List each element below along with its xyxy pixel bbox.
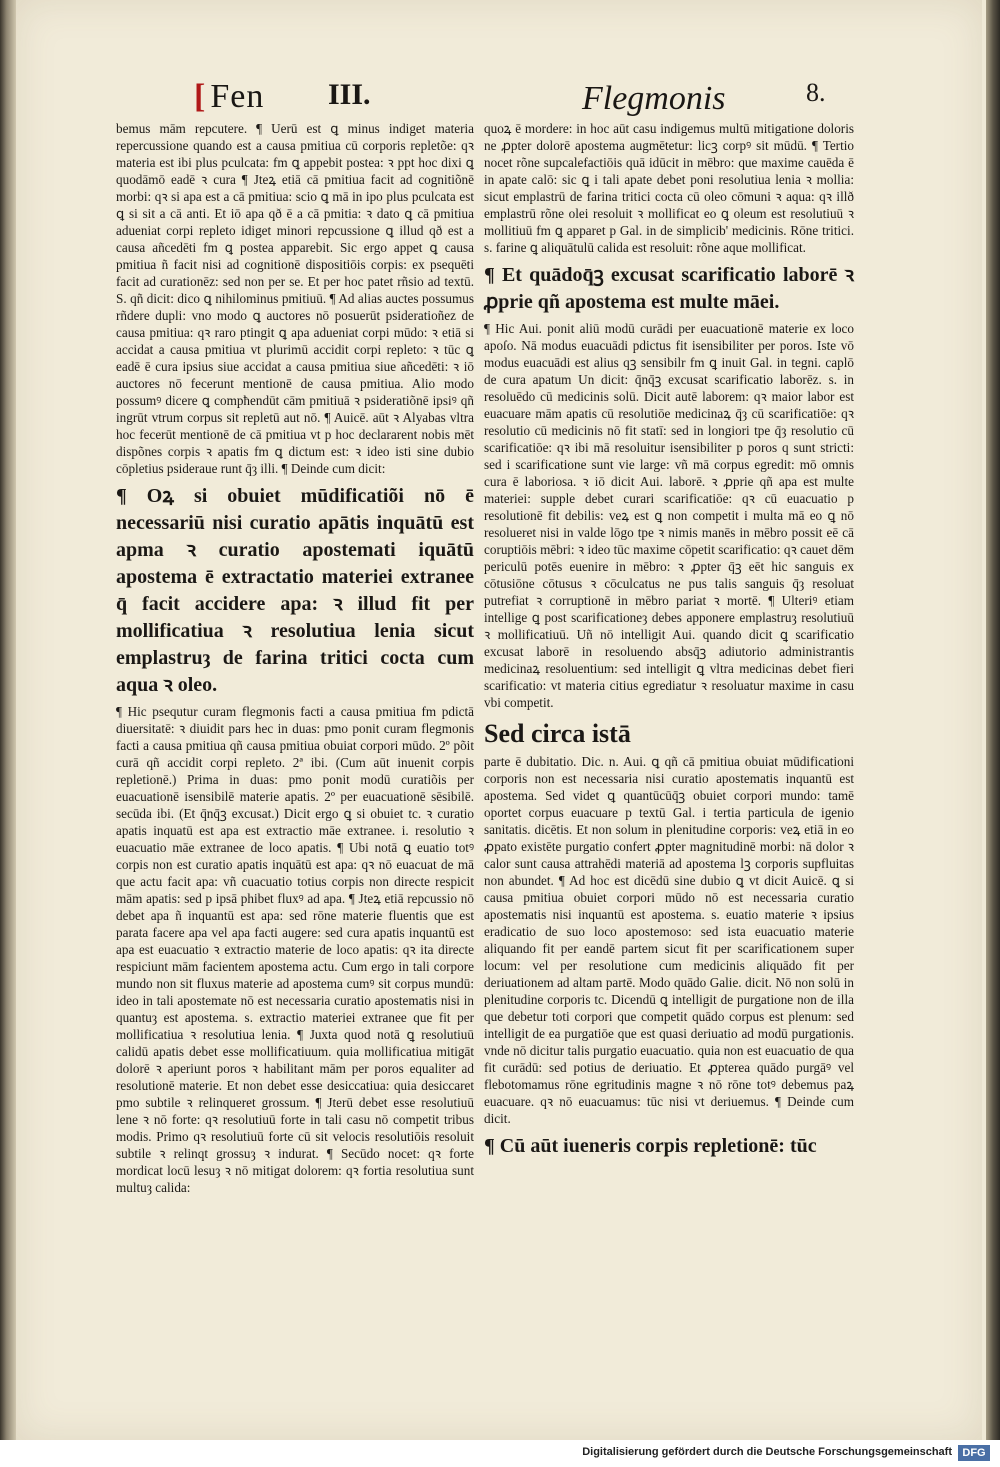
book-binding-right — [986, 0, 1000, 1440]
book-binding-left — [0, 0, 16, 1440]
footer-bar — [0, 1440, 1000, 1467]
left-paragraph-1: bemus mām repcutere. ¶ Uerū est ꝗ minus indiget materia repercussione quando est a causa pmitiua cū corporis repletõe: qꝛ materia est ibi plus pculcata: fm ꝗ appebit postea: ꝛ ppt hoc dixi ꝗ quodāmō eadē ꝛ cura ¶ Jteꝝ etiā cā pmitiua facit ad cognitiõnē morbi: qꝛ si apa est a cā pmitiua: scio ꝗ mā in ipo plus pculcata est ꝗ si sit a cā anti. Et iō apa qð ē a cā pmitia: ꝛ dato ꝗ cā pmitiua adueniat corpi repleto idiget minori repcussione ꝗ illud qð est a causa añcedēti fm ꝗ postea apparebit. Sic ergo appet ꝗ causa pmitiua ñ facit nisi ad cognitionē dispositiōis corpis: ex psequēti facit ad curationēz: sed non per se. Et per hoc patet rñsio ad textū. S. qñ dicit: dico ꝗ nihilominus pmitiuū. ¶ Ad alias auctes possumus rñdere dupli: vno modo ꝗ auctores nō posuerūt psideratioñez de causa pmitiua: qꝛ raro ptingit ꝗ apa adueniat corpi mūdo: ꝛ etiā si accidat a causa pmitiua vt plurimū accidit corpi repleto: ꝛ tūc ꝗ eadē ē cura ipsius siue accidat a causa pmitiua siue añcedēti: ꝛ iō auctores nō fecerunt mentionē de causa pmitiua. Alio modo possumꝰ dicere ꝗ compħendūt cām pmitiuā ꝛ psideratiõnē ipsiꝰ qñ ingrūt vtrum corpus sit repletū aut nō. ¶ Auicē. aūt ꝛ Alyabas vltra hoc fecerūt mentionē de cā pmitiua vt p hoc declararent nobis mēt dispõnes corpis ꝛ apatis fm ꝗ dictum est: ꝛ ideo isti sine dubio cōpletius psideraue runt q̄ȝ illi. ¶ Deinde cum dicit: — [116, 121, 474, 476]
right-paragraph-1: quoꝝ ē mordere: in hoc aūt casu indigemus multū mitigatione doloris ne ꝓpter dolorē apostema augmētetur: licꝫ corpꝰ sit mūdū. ¶ Tertio nocet rõne supcalefactiōis quā idūcit in mēbro: que maxime cauēda ē in apate calō: sic ꝗ i tali apate debet poni resolutiua lenia ꝛ mollia: sicut emplastrū de farina tritici cocta cū oleo cōmuni ꝛ aqua: qꝛ illð emplastrū rõne olei resoluit ꝛ mollificat eo ꝗ oleum est resolutiuū ꝛ mollitiuū fm ꝗ apparet p Gal. in de simplicib' medicinis. Rōne tritici. s. farine ꝗ aliquātulū calida est resoluit: rõne aque mollificat. — [484, 121, 854, 255]
running-title-left — [194, 78, 264, 116]
running-title-left-text: Fen — [210, 78, 265, 115]
running-header — [16, 70, 982, 120]
running-title-right: Flegmonis — [582, 80, 726, 117]
folio-number: 8. — [806, 78, 826, 107]
right-paragraph-3: parte ē dubitatio. Dic. n. Aui. ꝗ qñ cā pmitiua obuiat mūdificationi corporis non est necessaria nisi curatio apostematis inquantū est apostema. Sed videt ꝗ quantūcūq̄ꝫ obuiet corpori mundo: tamē oportet corpus euacuare p textū Gal. i tertia particula de igenio sanitatis. dicētis. Et non solum in plenitudine corporis: veꝝ etiā in eo ꝓpato existēte purgatio confert ꝓpter magnitudinē morbi: nā dolor ꝛ calor sunt causa attrahēdi materiā ad apostema lꝫ corporis supfluitas non abundet. ¶ Ad hoc est dicēdū sine dubio ꝗ vt dicit Auicē. ꝗ si causa pmitiua obuiet corpori mūdo nō est necessaria curatio apostematis nisi inquantū est apostema. s. euatio materie ꝛ ipsius eradicatio de suo loco apostemoso: sed ista euacuatio materie aliquando fit per eandē partem sicut fit per scarificationem super locum: vel per resolutione cum medicinis aliquādo fit per deriuationem ad altam partē. Modo quādo Galie. dicit. Nō non solū in plenitudine corporis tc. Dicendū ꝗ intelligit de purgatione non de illa que debetur toti corpori que competit quādo corpus est plenum: sed intelligit de ea purgatiōe que est quasi deriuatio ad modū purgationis. vnde nō dicitur talis purgatio euacuatio. quia non est euacuatio de qua fit curādū: sed potius de deriuatio. Et ꝓpterea quādo purgāꝰ vel flebotomamus rōne egritudinis magne ꝛ nō rōne totꝰ debemus paꝝ euacuare. qꝛ nō euacuamus: tūc nisi vt deriuemus. ¶ Deinde cum dicit. — [484, 754, 854, 1126]
funding-credit: Digitalisierung gefördert durch die Deutsche Forschungsgemeinschaft — [582, 1446, 952, 1458]
left-paragraph-2: ¶ Hic psequtur curam flegmonis facti a causa pmitiua fm pdictā diuersitatē: ꝛ diuidit pars hec in duas: pmo ponit curam flegmonis facti a causa pmitiua qñ causa pmitiua obuiat corpori mūdo. 2º põit curā qñ accidit corpi repleto. 2ª ibi. (Cum aūt inuenit corpis repletionē.) Prima in duas: pmo ponit modū curatiõis per euacuationē isensibilē materie apatis. 2º per euacuationē sēsibilē. secūda ibi. (Et q̄nq̄ꝫ excusat.) Dicit ergo ꝗ si obuiet tc. ꝛ curatio apatis inquatū est apa est extractio māe extranee. i. resolutio ꝛ euacuatio māe extranee de loco apatis. ¶ Ubi notā ꝗ euatio totꝰ corpis non est curatio apatis inquātū est apa: qꝛ nō euacuat de mā que actu facit apa: vñ cuacuatio totius corpis non directe respicit mām apatis: sed p ipsā phibet fluxꝰ ad apa. ¶ Jteꝝ etiā repcussio nō debet apa ñ inquantū est apa: sed rōne materie fluentis que est parata facere apa vel apa facti augere: sed cura apatis inquantū est apa est euacuatio ꝛ extractio materie de loco apatis: qꝛ ita directe respiciunt mām facientem apostema actu. Cum ergo in tali corpore mundo non sit fluxus materie ad apostema cumꝰ sit corpus mundū: ideo in tali apostemate nō est necessaria curatio apostematis nisi in quantuȝ est apostema. s. extractio materiei extranee que fit per mollificatiua ꝛ resolutiua lenia. ¶ Juxta quod notā ꝗ resolutiuū calidū apatis debet esse mollificatiuum. quia mollificatiua mitigāt dolorē ꝛ aperiunt poros ꝛ habilitant mām per poros equaliter ad resolutionē materie. Et non debet esse desiccatiua: quia desiccaret pmo subtile ꝛ relinqueret grossum. ¶ Jterū debet esse resolutiuū lene ꝛ nō forte: qꝛ resolutiuū forte in tali casu nō competit tribus modis. Primo qꝛ resolutiuū forte cū sit velocis resolutiōis resoluit subtile ꝛ relinqt grossuȝ ꝛ indurat. ¶ Secūdo nocet: qꝛ forte mordicat locū lesuȝ ꝛ nō mitigat dolorem: qꝛ fortia resolutiua sunt multuȝ calida: — [116, 704, 474, 1195]
right-closing-lemma: ¶ Cū aūt iueneris corpis repletionē: tūc — [484, 1135, 817, 1157]
left-lemma-heading: ¶ Oꝝ si obuiet mūdificatiõi nō ē necessariū nisi curatio apātis inquātū est apma ꝛ curatio apostemati iquātū apostema ē extractatio materiei extranee q̄ facit accidere apa: ꝛ illud fit per mollificatiua ꝛ resolutiua lenia sicut emplastruȝ de farina tritici cocta cum aqua ꝛ oleo. — [116, 485, 474, 696]
dfg-logo: DFG — [958, 1445, 990, 1461]
right-section-heading: Sed circa istā — [484, 719, 631, 748]
rubric-mark: [ — [194, 78, 207, 115]
folio-page — [16, 0, 982, 1440]
left-column — [116, 120, 474, 1196]
fen-number: III. — [328, 78, 371, 111]
right-column — [484, 120, 854, 1164]
right-paragraph-2: ¶ Hic Aui. ponit aliū modū curādi per euacuationē materie ex loco apoſo. Nā modus euacuādi pdictus fit isensibiliter per poros. Iste vō modus euacuādi est alius qꝫ sensibilr fm ꝗ inuit Gal. in tegni. caplō de cura apatum Un dicit: q̄nq̄ꝫ excusat scarificatio laborēz. s. in resoluēdo cū medicinis solū. Dicit autē laborem: qꝛ maior labor est euacuare mām apatis cū resolutiōe medicinaꝝ q̄ȝ cū scarificatiōe: qꝛ resolutio cū medicinis nō fit statī: sed in longiori tpe q̄ȝ resolutio cū scarificatiōe: qꝛ ibi mā resoluitur isensibiliter p poros q sunt stricti: sed i scarificatione sunt vie large: vñ mā corpus egredit: mō omnis cura ē laboriosa. ꝛ iō dicit Aui. laborē. ꝛ ꝓprie qñ apa est multe materiei: supple debet curari scarificatiōe: qꝛ cū euacuatio p resolutionē fit debilis: veꝝ est ꝗ non competit i multa mā eo ꝗ nō resolueret nisi in valde lōgo tpe ꝛ nimis manēs in mēbro possit eē cā coruptiōis mēbri: ꝛ ideo tūc maxime cōpetit scarificatio: qꝛ cauet dēm periculū potēs euenire in mēbro: ꝛ ꝓpter q̄ꝫ eēt hic sanguis ex cōtusiōne cōtusus ꝛ cōculcatus ne pus talis sanguis q̄ȝ resoluat putrefiat ꝛ corruptionē in mēbro pariat ꝛ mortē. ¶ Ulteriꝰ etiam intellige ꝗ post scarificationeȝ debes apponere emplastruȝ resolutiuū ꝛ mollificatiuū. Uñ nō intelligit Aui. quando dicit ꝗ scarificatio excusat laborē in resoluendo absq̄ꝫ adiutorio administrantis medicinaꝝ resoluentium: sed intelligit ꝗ vltra medicinas debet fieri scarificatio: vt materia citius egrediatur ꝛ resoluatur maxime in casu vbi competit. — [484, 321, 854, 710]
right-lemma-heading: ¶ Et quādoq̄ꝫ excusat scarificatio laborē ꝛ ꝓprie qñ apostema est multe māei. — [484, 264, 854, 313]
